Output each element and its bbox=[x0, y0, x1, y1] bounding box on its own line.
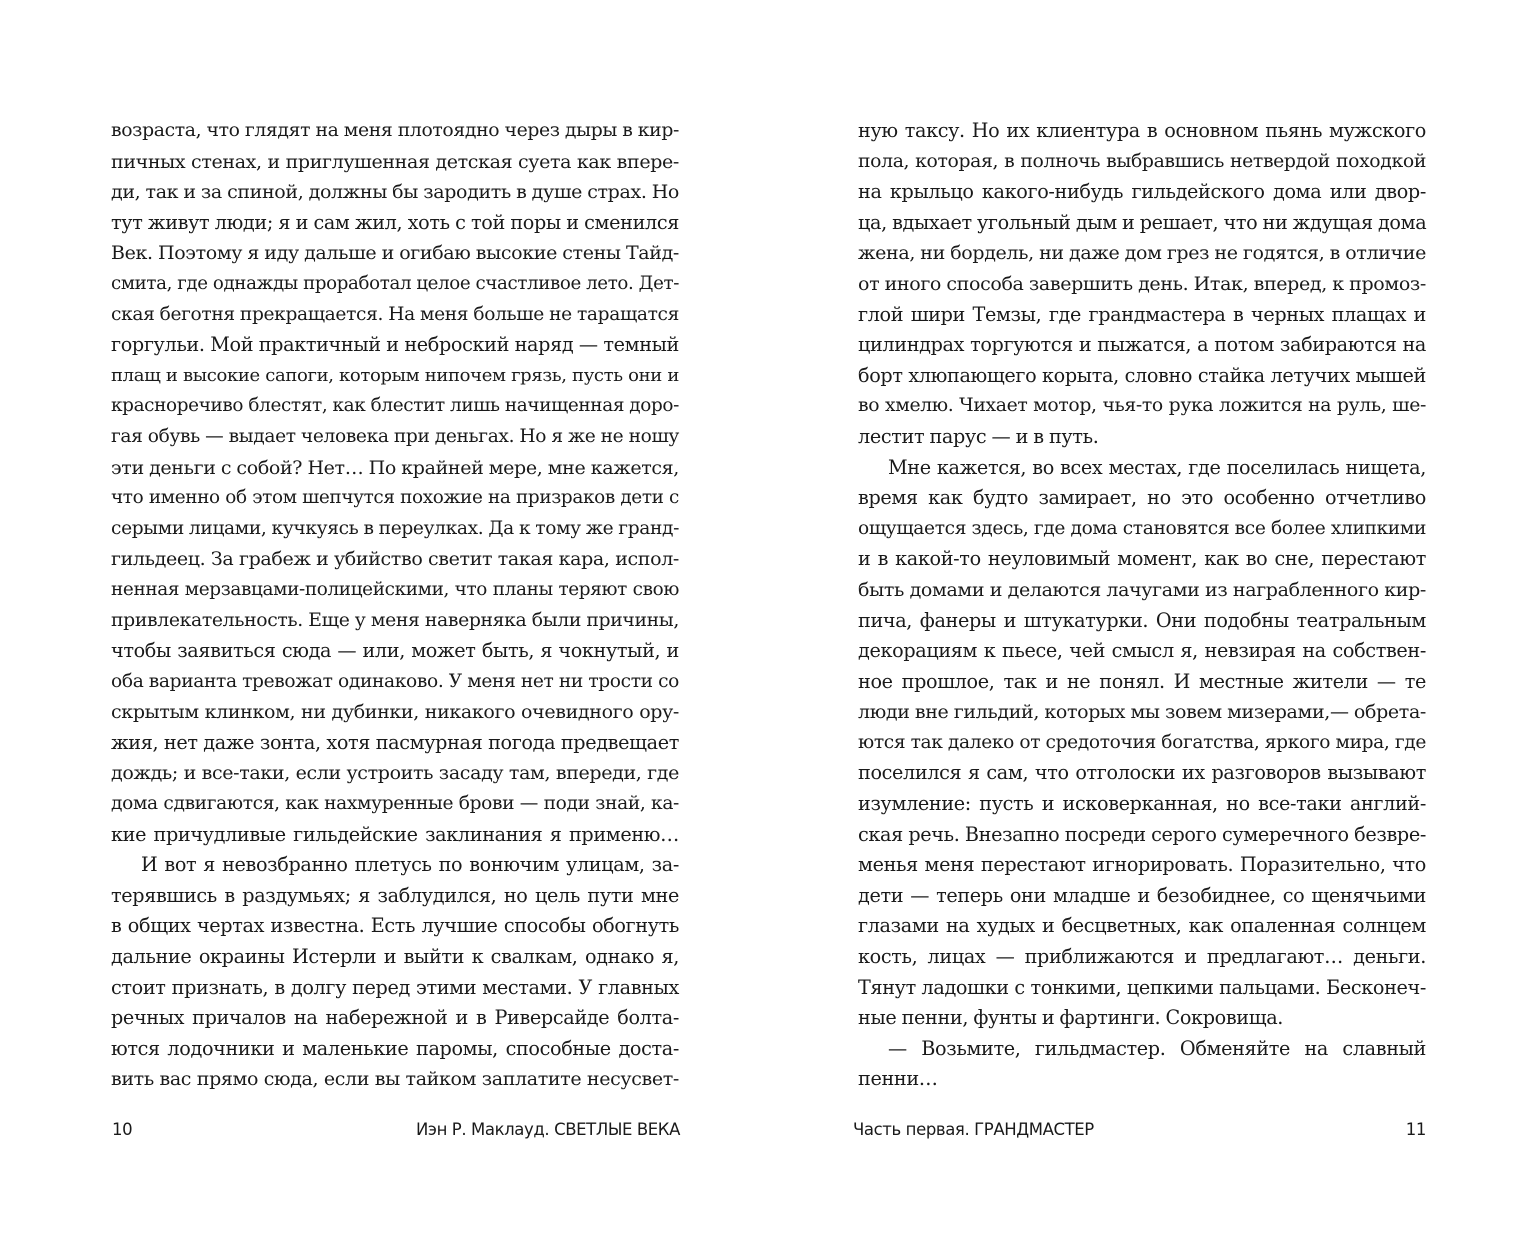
text-line: жия, нет даже зонта, хотя пасмурная погода предвещает bbox=[111, 730, 679, 754]
text-line: дальние окраины Истерли и выйти к свалкам, однако я, bbox=[111, 945, 679, 969]
running-head-left: Иэн Р. Маклауд. СВЕТЛЫЕ ВЕКА bbox=[415, 1120, 680, 1139]
text-line: ные пенни, фунты и фартинги. Сокровища. bbox=[858, 1006, 1284, 1030]
text-line: пола, которая, в полночь выбравшись нетвердой походкой bbox=[858, 150, 1426, 172]
text-line: быть домами и делаются лачугами из награбленного кир- bbox=[858, 578, 1426, 601]
text-line: речных причалов на набережной и в Риверсайде болта- bbox=[111, 1006, 679, 1030]
text-line: оба варианта тревожат одинаково. У меня нет ни трости со bbox=[111, 670, 679, 692]
text-line: Мне кажется, во всех местах, где поселилась нищета, bbox=[888, 455, 1426, 479]
text-line: красноречиво блестят, как блестит лишь начищенная доро- bbox=[111, 395, 679, 417]
right-page-text bbox=[858, 116, 1426, 1095]
right-page bbox=[768, 0, 1536, 1241]
text-line: дома сдвигаются, как нахмуренные брови — поди знай, ка- bbox=[111, 793, 679, 815]
text-line: стоит признать, в долгу перед этими местами. У главных bbox=[111, 975, 679, 999]
text-line: и в какой-то неуловимый момент, как во сне, перестают bbox=[858, 547, 1426, 571]
text-line: гильдеец. За грабеж и убийство светит такая кара, испол- bbox=[111, 548, 679, 571]
page-number-right: 11 bbox=[1405, 1120, 1426, 1139]
text-line: на крыльцо какого-нибудь гильдейского дома или двор- bbox=[858, 180, 1426, 204]
text-line: люди вне гильдий, которых мы зовем мизерами,— обрета- bbox=[858, 701, 1426, 724]
text-line: менья меня перестают игнорировать. Поразительно, что bbox=[858, 853, 1426, 877]
text-line: ца, вдыхает угольный дым и решает, что ни ждущая дома bbox=[858, 210, 1427, 234]
text-line: пенни… bbox=[858, 1067, 938, 1091]
text-line: кость, лицах — приближаются и предлагают… деньги. bbox=[858, 945, 1426, 969]
text-line: в общих чертах известна. Есть лучшие способы обогнуть bbox=[111, 914, 679, 938]
text-line: дети — теперь они младше и безобиднее, со щенячьими bbox=[858, 883, 1426, 907]
left-page-text bbox=[111, 116, 679, 1095]
text-line: глазами на худых и бесцветных, как опаленная солнцем bbox=[858, 914, 1426, 938]
text-line: время как будто замирает, но это особенно отчетливо bbox=[858, 486, 1426, 510]
text-line: лестит парус — и в путь. bbox=[858, 424, 1099, 448]
text-line: ненная мерзавцами-полицейскими, что планы теряют свою bbox=[111, 578, 679, 600]
text-line: во хмелю. Чихает мотор, чья-то рука ложится на руль, ше- bbox=[858, 395, 1426, 417]
text-line: вить вас прямо сюда, если вы тайком заплатите несусвет- bbox=[111, 1068, 679, 1091]
text-line: декорациям к пьесе, чей смысл я, невзирая на собствен- bbox=[858, 639, 1426, 663]
text-line: ную таксу. Но их клиентура в основном пьянь мужского bbox=[858, 119, 1426, 142]
text-line: ное прошлое, так и не понял. И местные жители — те bbox=[858, 669, 1426, 693]
text-line: возраста, что глядят на меня плотоядно через дыры в кир- bbox=[111, 120, 679, 141]
text-line: тут живут люди; я и сам жил, хоть с той поры и сменился bbox=[111, 210, 679, 234]
text-line: ская беготня прекращается. На меня больше не таращатся bbox=[111, 303, 679, 325]
text-line: И вот я невозбранно плетусь по вонючим улицам, за- bbox=[141, 853, 679, 877]
text-line: кие причудливые гильдейские заклинания я применю… bbox=[111, 822, 679, 846]
text-line: пича, фанеры и штукатурки. Они подобны театральным bbox=[858, 608, 1426, 632]
text-line: борт хлюпающего корыта, словно стайка летучих мышей bbox=[858, 363, 1426, 387]
text-line: от иного способа завершить день. Итак, вперед, к промоз- bbox=[858, 272, 1426, 295]
text-line: плащ и высокие сапоги, которым нипочем грязь, пусть они и bbox=[111, 364, 679, 386]
text-line: эти деньги с собой? Нет… По крайней мере, мне кажется, bbox=[111, 456, 679, 479]
text-line: что именно об этом шепчутся похожие на призраков дети с bbox=[111, 487, 679, 509]
text-line: ская речь. Внезапно посреди серого сумеречного безвре- bbox=[858, 822, 1426, 846]
text-line: изумление: пусть и исковерканная, но все-таки англий- bbox=[858, 792, 1426, 816]
text-line: терявшись в раздумьях; я заблудился, но цель пути мне bbox=[111, 883, 679, 907]
text-line: чтобы заявиться сюда — или, может быть, я чокнутый, и bbox=[111, 639, 679, 663]
text-line: ди, так и за спиной, должны бы зародить в душе страх. Но bbox=[111, 181, 680, 204]
text-line: жена, ни бордель, ни даже дом грез не годятся, в отличие bbox=[858, 242, 1426, 265]
text-line: глой шири Темзы, где грандмастера в черных плащах и bbox=[858, 302, 1426, 326]
page-number-left: 10 bbox=[112, 1120, 133, 1139]
text-line: серыми лицами, кучкуясь в переулках. Да к тому же гранд- bbox=[111, 517, 680, 539]
text-line: дождь; и все-таки, если устроить засаду там, впереди, где bbox=[111, 762, 679, 785]
text-line: ются лодочники и маленькие паромы, способные доста- bbox=[111, 1036, 679, 1060]
text-line: Век. Поэтому я иду дальше и огибаю высокие стены Тайд- bbox=[111, 242, 679, 265]
text-line: пичных стенах, и приглушенная детская суета как впере- bbox=[111, 150, 679, 173]
running-head-right: Часть первая. ГРАНДМАСТЕР bbox=[853, 1120, 1094, 1139]
text-line: — Возьмите, гильдмастер. Обменяйте на славный bbox=[888, 1036, 1426, 1060]
text-line: гая обувь — выдает человека при деньгах. Но я же не ношу bbox=[111, 425, 679, 447]
text-line: ются так далеко от средоточия богатства, яркого мира, где bbox=[858, 731, 1426, 753]
text-line: привлекательность. Еще у меня наверняка были причины, bbox=[111, 609, 679, 631]
text-line: смита, где однажды проработал целое счастливое лето. Дет- bbox=[111, 272, 679, 294]
text-line: ощущается здесь, где дома становятся все более хлипкими bbox=[858, 517, 1426, 539]
text-line: Тянут ладошки с тонкими, цепкими пальцами. Бесконеч- bbox=[858, 975, 1426, 999]
text-line: скрытым клинком, ни дубинки, никакого очевидного ору- bbox=[111, 701, 679, 724]
text-line: поселился я сам, что отголоски их разговоров вызывают bbox=[858, 761, 1426, 785]
text-line: цилиндрах торгуются и пыжатся, а потом забираются на bbox=[858, 333, 1426, 357]
text-line: горгульи. Мой практичный и неброский наряд — темный bbox=[111, 333, 679, 357]
